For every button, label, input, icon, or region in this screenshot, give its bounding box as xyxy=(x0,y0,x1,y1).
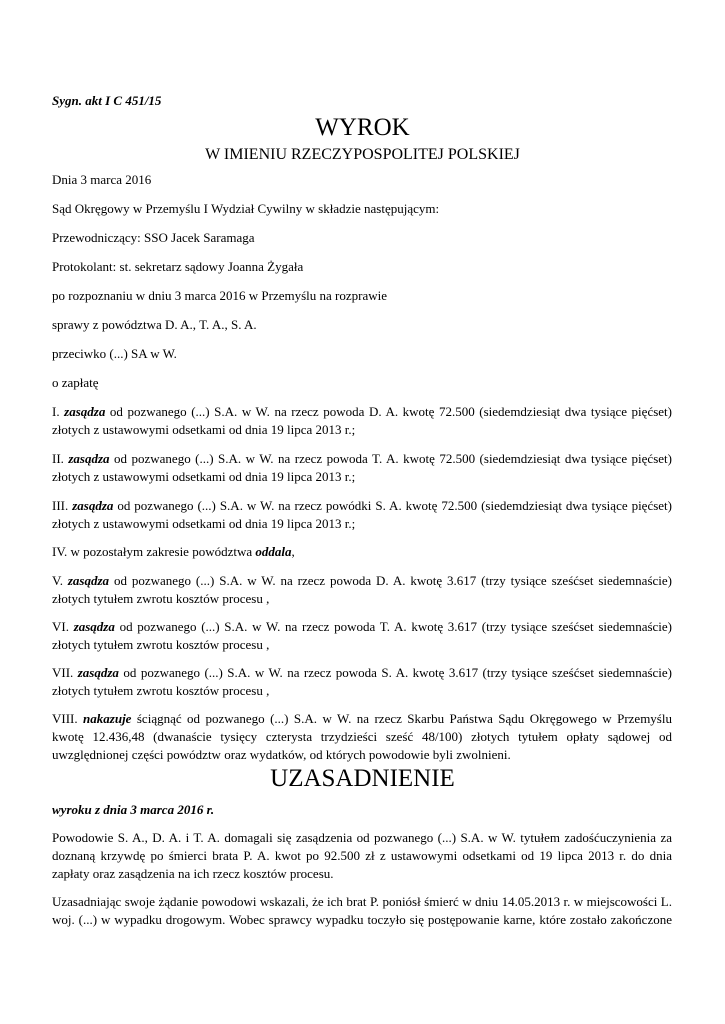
court-clerk: Protokolant: st. sekretarz sądowy Joanna Żygała xyxy=(52,259,304,274)
verdict-point-1 xyxy=(52,403,672,439)
point-text: od pozwanego (...) S.A. w W. na rzecz powoda D. A. kwotę 3.617 (trzy tysiące sześćset siedemnaście) złotych tytułem zwrotu kosztów procesu , xyxy=(52,573,672,606)
point-text: , xyxy=(291,544,295,559)
hearing-info: po rozpoznaniu w dniu 3 marca 2016 w Przemyślu na rozprawie xyxy=(52,288,388,303)
point-number: VI. xyxy=(52,619,74,634)
claimants: sprawy z powództwa D. A., T. A., S. A. xyxy=(52,317,257,332)
verdict-point-3 xyxy=(52,497,672,533)
justification-subtitle: wyroku z dnia 3 marca 2016 r. xyxy=(52,802,215,817)
court-composition: Sąd Okręgowy w Przemyślu I Wydział Cywilny w składzie następującym: xyxy=(52,201,440,216)
point-verb: zasądza xyxy=(64,404,106,419)
verdict-point-7 xyxy=(52,664,672,700)
point-verb: zasądza xyxy=(68,451,110,466)
point-verb: oddala xyxy=(255,544,292,559)
verdict-point-6 xyxy=(52,618,672,654)
point-text: od pozwanego (...) S.A. w W. na rzecz powoda S. A. kwotę 3.617 (trzy tysiące sześćset siedemnaście) złotych tytułem zwrotu kosztów procesu , xyxy=(52,665,673,698)
point-number: VII. xyxy=(52,665,78,680)
point-number: III. xyxy=(52,498,73,513)
point-number: VIII. xyxy=(52,711,84,726)
verdict-title: WYROK xyxy=(315,114,410,141)
point-number: IV. w pozostałym zakresie powództwa xyxy=(52,544,256,559)
verdict-date: Dnia 3 marca 2016 xyxy=(52,172,152,187)
case-subject: o zapłatę xyxy=(52,375,99,390)
verdict-point-2 xyxy=(52,450,672,486)
point-text: od pozwanego (...) S.A. w W. na rzecz powoda T. A. kwotę 3.617 (trzy tysiące sześćset siedemnaście) złotych tytułem zwrotu kosztów procesu , xyxy=(52,619,673,652)
point-verb: zasądza xyxy=(67,573,110,588)
point-verb: zasądza xyxy=(73,619,115,634)
point-number: V. xyxy=(52,573,68,588)
case-number: Sygn. akt I C 451/15 xyxy=(52,93,162,108)
point-text: od pozwanego (...) S.A. w W. na rzecz powoda D. A. kwotę 72.500 (siedemdziesiąt dwa tysiące pięćset) złotych z ustawowymi odsetkami od dnia 19 lipca 2013 r.; xyxy=(52,404,672,437)
point-text: od pozwanego (...) S.A. w W. na rzecz powódki S. A. kwotę 72.500 (siedemdziesiąt dwa tysiące pięćset) złotych z ustawowymi odsetkami od dnia 19 lipca 2013 r.; xyxy=(52,498,672,531)
verdict-subtitle: W IMIENIU RZECZYPOSPOLITEJ POLSKIEJ xyxy=(205,146,520,163)
point-verb: nakazuje xyxy=(83,711,132,726)
presiding-judge: Przewodniczący: SSO Jacek Saramaga xyxy=(52,230,255,245)
point-number: I. xyxy=(52,404,65,419)
point-verb: zasądza xyxy=(77,665,119,680)
verdict-point-8 xyxy=(52,710,672,764)
point-text: od pozwanego (...) S.A. w W. na rzecz powoda T. A. kwotę 72.500 (siedemdziesiąt dwa tysiące pięćset) złotych z ustawowymi odsetkami od dnia 19 lipca 2013 r.; xyxy=(52,451,672,484)
point-number: II. xyxy=(52,451,69,466)
verdict-point-5 xyxy=(52,572,672,608)
verdict-point-4 xyxy=(52,543,295,561)
justification-paragraph-2: Uzasadniając swoje żądanie powodowi wskazali, że ich brat P. poniósł śmierć w dniu 14.05.2013 r. w miejscowości L. woj. (...) w wypadku drogowym. Wobec sprawcy wypadku toczyło się postępowanie karne, które zostało zakończone xyxy=(52,894,672,927)
defendant: przeciwko (...) SA w W. xyxy=(52,346,177,361)
point-verb: zasądza xyxy=(72,498,114,513)
justification-title: UZASADNIENIE xyxy=(270,765,455,792)
point-text: ściągnąć od pozwanego (...) S.A. w W. na rzecz Skarbu Państwa Sądu Okręgowego w Przemyślu kwotę 12.436,48 (dwanaście tysięcy czterysta trzydzieści sześć 48/100) złotych tytułem opłaty sądowej od uwzględnionej części powództw oraz wydatków, od których powodowie byli zwolnieni. xyxy=(52,711,672,762)
justification-paragraph-1: Powodowie S. A., D. A. i T. A. domagali się zasądzenia od pozwanego (...) S.A. w W. tytułem zadośćuczynienia za doznaną krzywdę po śmierci brata P. A. kwot po 92.500 zł z ustawowymi odsetkami od 19 lipca 2013 r. do dnia zapłaty oraz zasądzenia na ich rzecz kosztów procesu. xyxy=(52,830,672,881)
